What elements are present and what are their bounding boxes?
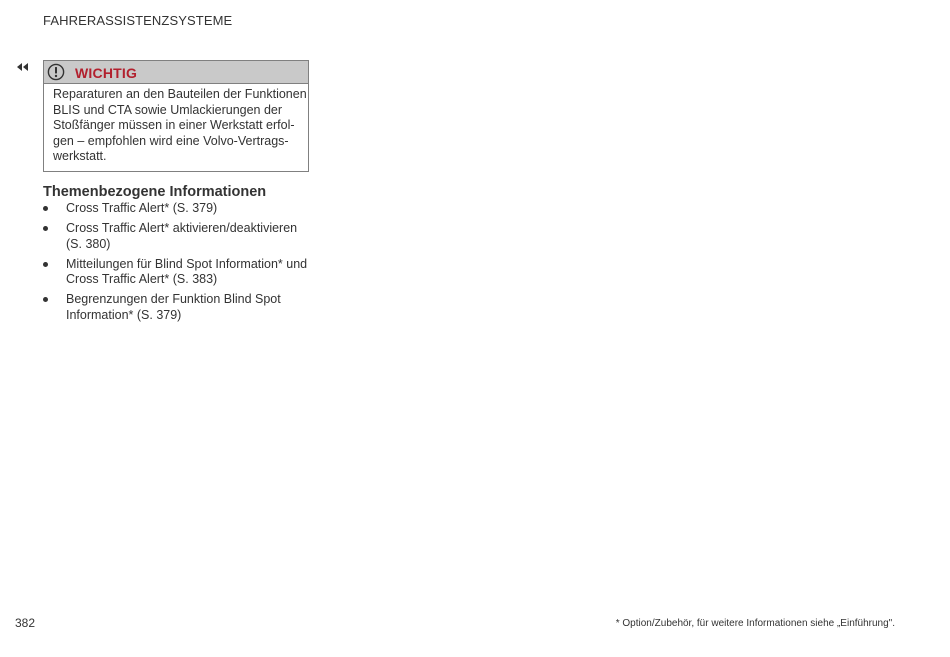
notice-text-line: Stoßfänger müssen in einer Werkstatt erfol- bbox=[53, 118, 295, 133]
related-info-list bbox=[43, 201, 318, 328]
link-text-line: Cross Traffic Alert* (S. 379) bbox=[66, 201, 218, 215]
notice-header bbox=[44, 61, 308, 84]
continued-from-previous-page-icon bbox=[15, 60, 31, 74]
link-text-line: Cross Traffic Alert* (S. 383) bbox=[66, 272, 218, 286]
bullet-icon bbox=[43, 206, 48, 211]
bullet-icon bbox=[43, 262, 48, 267]
link-text-line: Begrenzungen der Funktion Blind Spot bbox=[66, 292, 281, 306]
link-text-line: Information* (S. 379) bbox=[66, 307, 182, 322]
bullet-icon bbox=[43, 226, 48, 231]
bullet-icon bbox=[43, 297, 48, 302]
link-text-line: Cross Traffic Alert* aktivieren/deaktivieren bbox=[66, 221, 298, 235]
link-text-line: Mitteilungen für Blind Spot Information* und bbox=[66, 256, 308, 271]
notice-text-line: gen – empfohlen wird eine Volvo-Vertrags- bbox=[53, 133, 289, 148]
notice-text bbox=[44, 84, 308, 165]
notice-text-line: Reparaturen an den Bauteilen der Funktionen bbox=[53, 87, 307, 101]
page-number: 382 bbox=[15, 616, 36, 630]
section-header: FAHRERASSISTENZSYSTEME bbox=[43, 13, 233, 28]
exclamation-circle-icon bbox=[47, 63, 65, 81]
related-link-cross-traffic-alert[interactable] bbox=[43, 201, 318, 217]
link-text-line: (S. 380) bbox=[66, 236, 111, 251]
notice-text-line: BLIS und CTA sowie Umlackierungen der bbox=[53, 102, 283, 117]
related-link-messages[interactable] bbox=[43, 257, 318, 288]
footnote: * Option/Zubehör, für weitere Informationen siehe „Einführung". bbox=[615, 618, 895, 629]
related-link-cta-activate[interactable] bbox=[43, 221, 318, 252]
notice-text-line: werkstatt. bbox=[53, 149, 107, 164]
important-notice-box bbox=[43, 60, 309, 172]
related-info-heading: Themenbezogene Informationen bbox=[43, 184, 267, 200]
notice-title: WICHTIG bbox=[75, 65, 138, 81]
related-link-bsi-limitations[interactable] bbox=[43, 292, 318, 323]
